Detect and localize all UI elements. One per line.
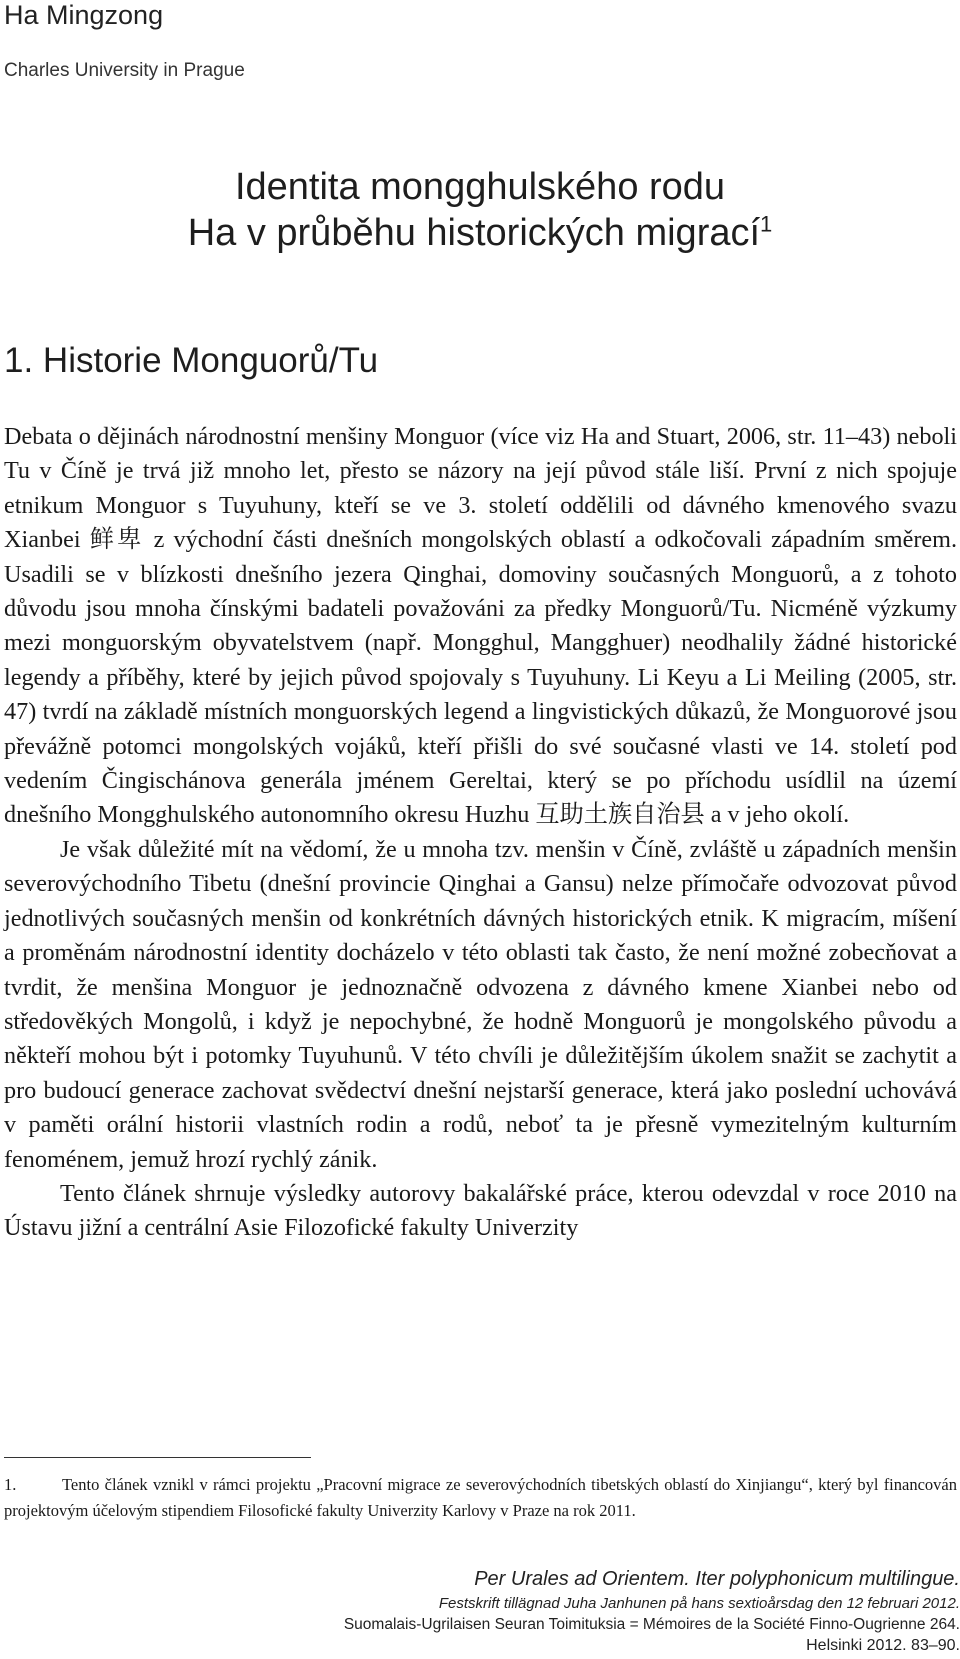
paragraph-2: Je však důležité mít na vědomí, že u mnoha tzv. menšin v Číně, zvláště u západních menšin severovýchodního Tibetu (dnešní provincie Qinghai a Gansu) nelze přímočaře odvozovat původ jednotlivých současných menšin od konkrétních dávných historických etnik. K migracím, míšení a proměnám národnostní identity docházelo v této oblasti tak často, že není možné zobecňovat a tvrdit, že menšina Monguor je jednoznačně odvozena z dávného kmene Xianbei nebo od středověkých Mongolů, i když je nepochybné, že hodně Monguorů je mongolského původu a někteří mohou být i potomky Tuyuhunů. V této chvíli je důležitějším úkolem snažit se zachytit a pro budoucí generace zachovat svědectví dnešní nejstarší generace, která jako poslední uchovává v paměti orální historii vlastních rodin a rodů, neboť ta je přesně vymezitelným kulturním fenoménem, jemuž hrozí rychlý zánik. <box>4 835 957 1173</box>
footnote-text: Tento článek vznikl v rámci projektu „Pracovní migrace ze severovýchodních tibetských oblastí do Xinjiangu“, který byl financován projektovým účelovým stipendiem Filosofické fakulty Univerzity Karlovy v Praze na rok 2011. <box>4 1475 957 1520</box>
paragraph-3: Tento článek shrnuje výsledky autorovy bakalářské práce, kterou odevzdal v roce 2010 na Ústavu jižní a centrální Asie Filozofické fakulty Univerzity <box>4 1179 957 1242</box>
colophon-place-pages: Helsinki 2012. 83–90. <box>806 1637 960 1654</box>
title-text-1: Identita mongghulského rodu <box>234 166 726 208</box>
section-heading: 1. Historie Monguorů/Tu <box>4 341 379 380</box>
article-title-line-1 <box>0 164 960 210</box>
colophon-series: Suomalais-Ugrilaisen Seuran Toimituksia = Mémoires de la Société Finno-Ougrienne 264. <box>343 1616 960 1633</box>
article-title-line-2 <box>0 210 960 256</box>
author-name: Ha Mingzong <box>4 0 164 30</box>
footnote <box>4 1472 957 1524</box>
article-body <box>4 420 957 1246</box>
footnote-number: 1. <box>4 1475 17 1494</box>
author-affiliation: Charles University in Prague <box>4 60 245 81</box>
colophon-series-title: Per Urales ad Orientem. Iter polyphonicum multilingue. <box>474 1568 960 1590</box>
title-text-2: Ha v průběhu historických migrací <box>187 212 761 254</box>
title-footnote-mark: 1 <box>760 211 773 237</box>
paragraph-1: Debata o dějinách národnostní menšiny Monguor (více viz Ha and Stuart, 2006, str. 11–43) neboli Tu v Číně je trvá již mnoho let, přesto se názory na její původ stále liší. První z nich spojuje etnikum Monguor s Tuyuhuny, kteří se ve 3. století oddělili od dávného kmenového svazu Xianbei 鲜卑 z východní části dnešních mongolských oblastí a odkočovali západním směrem. Usadili se v blízkosti dnešního jezera Qinghai, domoviny současných Monguorů, a z tohoto důvodu jsou mnoha čínskými badateli považováni za předky Monguorů/Tu. Nicméně výzkumy mezi monguorským obyvatelstvem (např. Mongghul, Mangghuer) neodhalily žádné historické legendy a příběhy, které by jejich původ spojovaly s Tuyuhuny. Li Keyu a Li Meiling (2005, str. 47) tvrdí na základě místních monguorských legend a lingvistických důkazů, že Monguorové jsou převážně potomci mongolských vojáků, kteří přišli do své současné vlasti ve 14. století pod vedením Čingischánova generála jménem Gereltai, který se po příchodu usídlil na území dnešního Mongghulského autonomního okresu Huzhu 互助土族自治县 a v jeho okolí. <box>4 423 957 829</box>
colophon-festschrift: Festskrift tillägnad Juha Janhunen på hans sextioårsdag den 12 februari 2012. <box>438 1595 960 1612</box>
footnote-divider <box>4 1457 311 1458</box>
